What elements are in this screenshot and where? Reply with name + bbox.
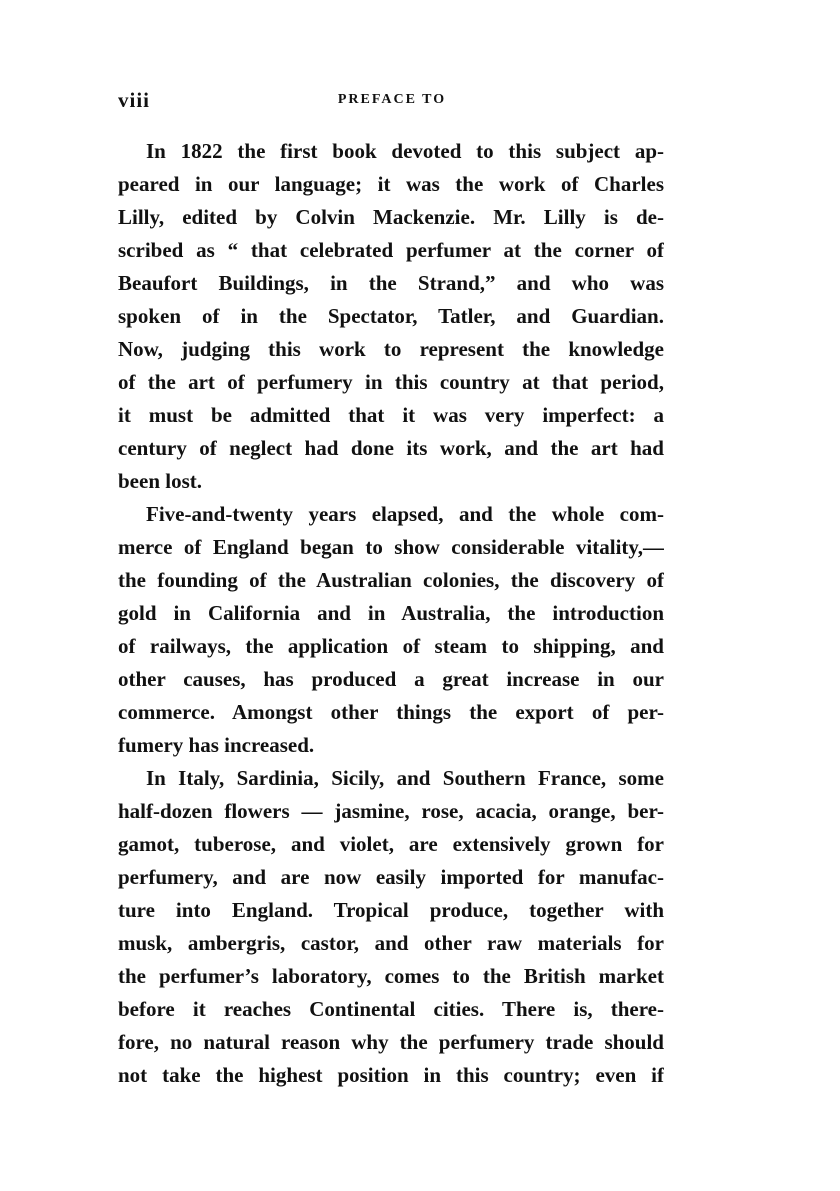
text-line: scribed as “ that celebrated perfumer at the corner of bbox=[118, 238, 664, 262]
text-line: fumery has increased. bbox=[118, 733, 315, 757]
text-line: commerce. Amongst other things the export of per- bbox=[118, 700, 664, 724]
text-line: gamot, tuberose, and violet, are extensively grown for bbox=[118, 832, 664, 856]
text-line: before it reaches Continental cities. There is, there- bbox=[118, 997, 664, 1021]
text-line: half-dozen flowers — jasmine, rose, acacia, orange, ber- bbox=[118, 799, 664, 823]
text-line: of railways, the application of steam to shipping, and bbox=[118, 634, 664, 658]
text-line: spoken of in the Spectator, Tatler, and Guardian. bbox=[118, 304, 664, 328]
text-line: of the art of perfumery in this country at that period, bbox=[118, 370, 664, 394]
text-line: In 1822 the first book devoted to this subject ap- bbox=[146, 139, 664, 163]
text-line: Now, judging this work to represent the knowledge bbox=[118, 337, 664, 361]
text-line: been lost. bbox=[118, 469, 202, 493]
text-line: the perfumer’s laboratory, comes to the British market bbox=[118, 964, 664, 988]
text-line: century of neglect had done its work, and the art had bbox=[118, 436, 664, 460]
text-line: it must be admitted that it was very imperfect: a bbox=[118, 403, 664, 427]
text-line: other causes, has produced a great increase in our bbox=[118, 667, 664, 691]
text-line: In Italy, Sardinia, Sicily, and Southern France, some bbox=[146, 766, 664, 790]
running-head: PREFACE TO bbox=[337, 92, 447, 107]
text-line: Lilly, edited by Colvin Mackenzie. Mr. Lilly is de- bbox=[118, 205, 664, 229]
text-line: the founding of the Australian colonies, the discovery of bbox=[118, 568, 664, 592]
body-text bbox=[118, 135, 664, 1092]
text-line: gold in California and in Australia, the introduction bbox=[118, 601, 664, 625]
text-line: peared in our language; it was the work of Charles bbox=[118, 172, 664, 196]
text-line: fore, no natural reason why the perfumery trade should bbox=[118, 1030, 664, 1054]
page-header bbox=[118, 88, 666, 118]
page-number: viii bbox=[118, 88, 151, 112]
text-line: not take the highest position in this country; even if bbox=[118, 1063, 664, 1087]
text-line: Five-and-twenty years elapsed, and the whole com- bbox=[146, 502, 664, 526]
text-line: musk, ambergris, castor, and other raw materials for bbox=[118, 931, 664, 955]
text-line: Beaufort Buildings, in the Strand,” and who was bbox=[118, 271, 664, 295]
text-line: merce of England began to show considerable vitality,— bbox=[118, 535, 664, 559]
text-line: ture into England. Tropical produce, together with bbox=[118, 898, 664, 922]
text-line: perfumery, and are now easily imported for manufac- bbox=[118, 865, 664, 889]
